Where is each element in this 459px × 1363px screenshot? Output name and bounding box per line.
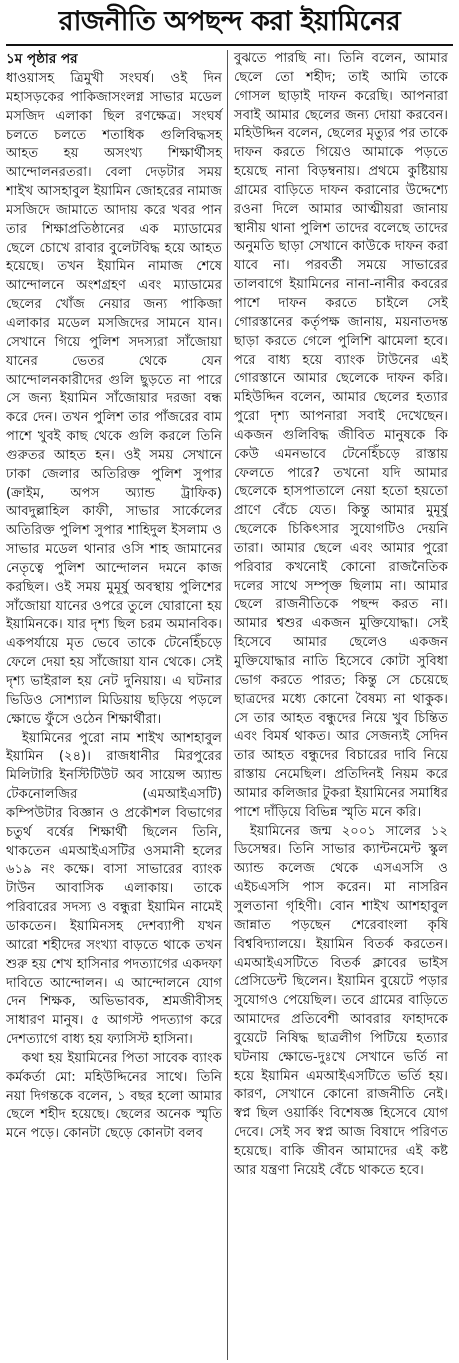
article-paragraph: কথা হয় ইয়ামিনের পিতা সাবেক ব্যাংক কর্মকর্তা মো: মহিউদ্দিনের সাথে। তিনি নয়া দিগন্তকে বলেন, ১ বছর হলো আমার ছেলে শহীদ হয়েছে। ছেলের অনেক স্মৃতি মনে পড়ে। কোনটা ছেড়ে কোনটা বলব [6, 1050, 222, 1142]
headline: রাজনীতি অপছন্দ করা ইয়ামিনের [58, 6, 401, 37]
headline-rule [6, 44, 453, 46]
continuation-kicker: ১ম পৃষ্ঠার পর [6, 51, 78, 67]
article-paragraph: ইয়ামিনের জন্ম ২০০১ সালের ১২ ডিসেম্বর। তিনি সাভার ক্যান্টনমেন্ট স্কুল অ্যান্ড কলেজ থেকে এসএসসি ও এইচএসসি পাস করেন। মা নাসরিন সুলতানা গৃহিণী। বোন শাইখ আশহাবুল জান্নাত পড়ছেন শেরেবাংলা কৃষি বিশ্ববিদ্যালয়ে। ইয়ামিন বিতর্ক করতেন। এমআইএসটিতে বিতর্ক ক্লাবের ভাইস প্রেসিডেন্ট ছিলেন। ইয়ামিন বুয়েটে পড়ার সুযোগও পেয়েছিল। তবে গ্রামের বাড়িতে আমাদের প্রতিবেশী আবরার ফাহাদকে বুয়েটে নিষিদ্ধ ছাত্রলীগ পিটিয়ে হত্যার ঘটনায় ক্ষোভে-দুঃখে সেখানে ভর্তি না হয়ে ইয়ামিন এমআইএসটিতে ভর্তি হয়। কারণ, সেখানে কোনো রাজনীতি নেই। স্বপ্ন ছিল ওয়ার্কিং বিশেষজ্ঞ হিসেবে যোগ দেবে। সেই সব স্বপ্ন আজ বিষাদে পরিণত হয়েছে। বাকি জীবন আমাদের এই কষ্ট আর যন্ত্রণা নিয়েই বেঁচে থাকতে হবে। [234, 823, 448, 1178]
article-columns [6, 50, 453, 1360]
left-column [6, 50, 227, 1360]
right-column [227, 50, 448, 1360]
article-paragraph: ইয়ামিনের পুরো নাম শাইখ আশহাবুল ইয়ামিন (২৪)। রাজধানীর মিরপুরের মিলিটারি ইনস্টিটিউট অব সায়েন্স অ্যান্ড টেকনোলজির (এমআইএসটি) কম্পিউটার বিজ্ঞান ও প্রকৌশল বিভাগের চতুর্থ বর্ষের শিক্ষার্থী ছিলেন তিনি, থাকতেন এমআইএসটির ওসমানী হলের ৬১৯ নং কক্ষে। বাসা সাভারের ব্যাংক টাউন আবাসিক এলাকায়। তাকে পরিবারের সদস্য ও বন্ধুরা ইয়ামিন নামেই ডাকতেন। ইয়ামিনসহ দেশব্যাপী যখন আরো শহীদের সংখ্যা বাড়তে থাকে তখন শুরু হয় শেখ হাসিনার পদত্যাগের একদফা দাবিতে আন্দোলন। এ আন্দোলনে যোগ দেন শিক্ষক, অভিভাবক, শ্রমজীবীসহ সাধারণ মানুষ। ৫ আগস্ট পদত্যাগ করে দেশত্যাগে বাধ্য হয় ফ্যাসিস্ট হাসিনা। [6, 730, 222, 1048]
article-paragraph: বুঝতে পারছি না। তিনি বলেন, আমার ছেলে তো শহীদ; তাই আমি তাকে গোসল ছাড়াই দাফন করেছি। আপনারা সবাই আমার ছেলের জন্য দোয়া করবেন। মহিউদ্দিন বলেন, ছেলের মৃত্যুর পর তাকে দাফন করতে গিয়েও আমাকে পড়তে হয়েছে নানা বিড়ম্বনায়। প্রথমে কুষ্টিয়ায় গ্রামের বাড়িতে দাফন করানোর উদ্দেশ্যে রওনা দিলে আমার আত্মীয়রা জানায় স্থানীয় থানা পুলিশ তাদের বলেছে তাদের অনুমতি ছাড়া সেখানে কাউকে দাফন করা যাবে না। পরবর্তী সময়ে সাভারের তালবাগে ইয়ামিনের নানা-নানীর কবরের পাশে দাফন করতে চাইলে সেই গোরস্তানের কর্তৃপক্ষ জানায়, ময়নাতদন্ত ছাড়া করতে গেলে পুলিশি ঝামেলা হবে। পরে বাধ্য হয়ে ব্যাংক টাউনের এই গোরস্তানে আমার ছেলেকে দাফন করি। মহিউদ্দিন বলেন, আমার ছেলের হত্যার পুরো দৃশ্য আপনারা সবাই দেখেছেন। একজন গুলিবিদ্ধ জীবিত মানুষকে কি কেউ এমনভাবে টেনেহিঁচড়ে রাস্তায় ফেলতে পারে? তখনো যদি আমার ছেলেকে হাসপাতালে নেয়া হতো হয়তো প্রাণে বেঁচে যেত। কিন্তু আমার মুমূর্ষু ছেলেকে চিকিৎসার সুযোগটিও দেয়নি তারা। আমার ছেলে এবং আমার পুরো পরিবার কখনোই কোনো রাজনৈতিক দলের সাথে সম্পৃক্ত ছিলাম না। আমার ছেলে রাজনীতিকে পছন্দ করত না। আমার শ্বশুর একজন মুক্তিযোদ্ধা। সেই হিসেবে আমার ছেলেও একজন মুক্তিযোদ্ধার নাতি হিসেবে কোটা সুবিধা ভোগ করতে পারত; কিন্তু সে চেয়েছে ছাত্রদের মধ্যে কোনো বৈষম্য না থাকুক। সে তার আহত বন্ধুদের নিয়ে খুব চিন্তিত এবং বিমর্ষ থাকত। আর সেজন্যই সেদিন তার আহত বন্ধুদের বিচারের দাবি নিয়ে রাস্তায় নেমেছিল। প্রতিদিনই নিয়ম করে আমার কলিজার টুকরা ইয়ামিনের সমাধির পাশে দাঁড়িয়ে বিভিন্ন স্মৃতি মনে করি। [234, 51, 448, 820]
article-paragraph: ধাওয়াসহ ত্রিমুখী সংঘর্ষ। ওই দিন মহাসড়কের পাকিজাসংলগ্ন সাভার মডেল মসজিদ এলাকা ছিল রণক্ষেত্র। সংঘর্ষ চলতে চলতে শতাধিক গুলিবিদ্ধসহ আহত হয় অসংখ্য শিক্ষার্থীসহ আন্দোলনরতরা। বেলা দেড়টার সময় শাইখ আসহাবুল ইয়ামিন জোহরের নামাজ মসজিদে জামাতে আদায় করে খবর পান তার শিক্ষাপ্রতিষ্ঠানের এক ম্যাডামের ছেলে চোখে রাবার বুলেটবিদ্ধ হয়ে আহত হয়েছে। তখন ইয়ামিন নামাজ শেষে আন্দোলনে অংশগ্রহণ এবং ম্যাডামের ছেলের খোঁজ নেয়ার জন্য পাকিজা এলাকার মডেল মসজিদের সামনে যান। সেখানে গিয়ে পুলিশ সদস্যরা সাঁজোয়া যানের ভেতর থেকে যেন আন্দোলনকারীদের গুলি ছুড়তে না পারে সে জন্য ইয়ামিন সাঁজোয়ার দরজা বন্ধ করে দেন। তখন পুলিশ তার পাঁজরের বাম পাশে খুবই কাছ থেকে গুলি করলে তিনি গুরুতর আহত হন। ওই সময় সেখানে ঢাকা জেলার অতিরিক্ত পুলিশ সুপার (ক্রাইম, অপস অ্যান্ড ট্রাফিক) আবদুল্লাহিল কাফী, সাভার সার্কেলের অতিরিক্ত পুলিশ সুপার শাহিদুল ইসলাম ও সাভার মডেল থানার ওসি শাহ জামানের নেতৃত্বে পুলিশ আন্দোলন দমনে কাজ করছিল। ওই সময় মুমূর্ষু অবস্থায় পুলিশের সাঁজোয়া যানের ওপরে তুলে ঘোরানো হয় ইয়ামিনকে। যার দৃশ্য ছিল চরম অমানবিক। একপর্যায়ে মৃত ভেবে তাকে টেনেহিঁচড়ে ফেলে দেয়া হয় সাঁজোয়া যান থেকে। সেই দৃশ্য ভাইরাল হয় নেট দুনিয়ায়। এ ঘটনার ভিডিও সোশ্যাল মিডিয়ায় ছড়িয়ে পড়লে ক্ষোভে ফুঁসে ওঠেন শিক্ষার্থীরা। [6, 71, 222, 727]
